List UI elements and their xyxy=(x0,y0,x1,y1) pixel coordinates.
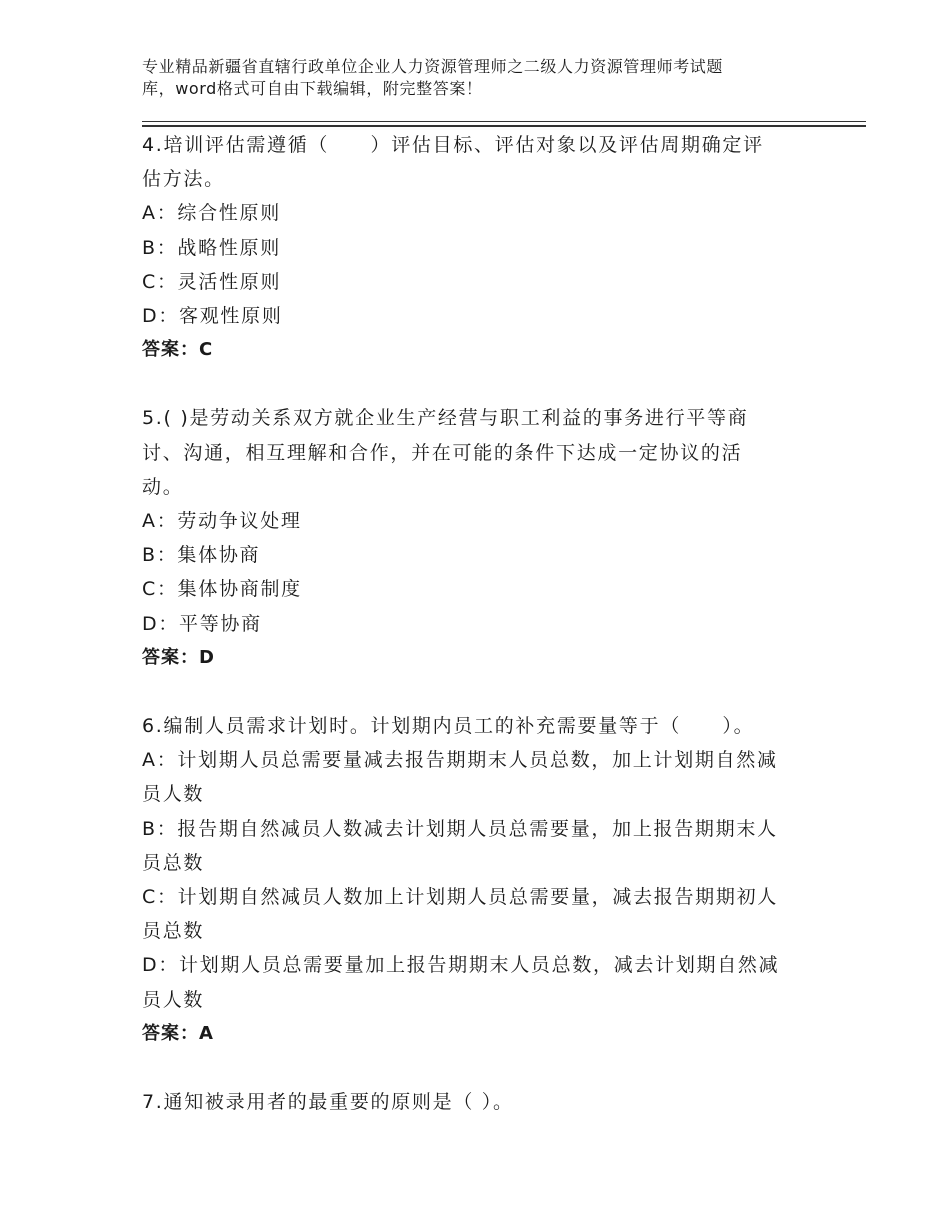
question-stem-line: 7.通知被录用者的最重要的原则是（ ）。 xyxy=(142,1091,514,1114)
option-a: A：综合性原则 xyxy=(142,202,281,225)
question-list xyxy=(142,128,822,1119)
option-c: C：集体协商制度 xyxy=(142,578,302,601)
option-d: D：平等协商 xyxy=(142,612,262,635)
option-b: B：报告期自然减员人数减去计划期人员总需要量，加上报告期期末人 xyxy=(142,817,778,840)
question-6 xyxy=(142,709,822,1051)
option-d: D：计划期人员总需要量加上报告期期末人员总数，减去计划期自然减 xyxy=(142,954,780,977)
spacer xyxy=(142,367,822,401)
option-c-continued: 员总数 xyxy=(142,920,205,943)
question-stem-line: 4.培训评估需遵循（ ）评估目标、评估对象以及评估周期确定评 xyxy=(142,134,764,156)
question-4 xyxy=(142,128,822,367)
question-stem-line: 6.编制人员需求计划时。计划期内员工的补充需要量等于（ ）。 xyxy=(142,715,755,738)
header-rule-thin xyxy=(142,121,866,122)
spacer xyxy=(142,1051,822,1085)
question-stem-line: 讨、沟通，相互理解和合作，并在可能的条件下达成一定协议的活 xyxy=(142,441,743,464)
option-d-continued: 员人数 xyxy=(142,988,205,1011)
option-c: C：灵活性原则 xyxy=(142,270,282,293)
header-line-1: 专业精品新疆省直辖行政单位企业人力资源管理师之二级人力资源管理师考试题 xyxy=(142,57,724,76)
question-7 xyxy=(142,1085,822,1119)
question-stem-line: 估方法。 xyxy=(142,168,225,191)
option-b-continued: 员总数 xyxy=(142,851,205,874)
answer-label: 答案：D xyxy=(142,646,215,668)
answer-label: 答案：C xyxy=(142,339,214,361)
option-b: B：集体协商 xyxy=(142,544,261,567)
header-line-2: 库，word格式可自由下载编辑，附完整答案！ xyxy=(142,79,483,98)
option-a-continued: 员人数 xyxy=(142,783,205,806)
option-a: A：计划期人员总需要量减去报告期期末人员总数，加上计划期自然减 xyxy=(142,749,778,772)
header-rule-thick xyxy=(142,125,866,127)
question-5 xyxy=(142,401,822,675)
answer-label: 答案：A xyxy=(142,1022,214,1044)
option-c: C：计划期自然减员人数加上计划期人员总需要量，减去报告期期初人 xyxy=(142,886,778,909)
option-b: B：战略性原则 xyxy=(142,236,281,259)
option-d: D：客观性原则 xyxy=(142,305,283,328)
option-a: A：劳动争议处理 xyxy=(142,510,302,533)
document-header xyxy=(142,56,842,100)
question-stem-line: 动。 xyxy=(142,475,184,498)
question-stem-line: 5.( )是劳动关系双方就企业生产经营与职工利益的事务进行平等商 xyxy=(142,407,749,430)
spacer xyxy=(142,675,822,709)
